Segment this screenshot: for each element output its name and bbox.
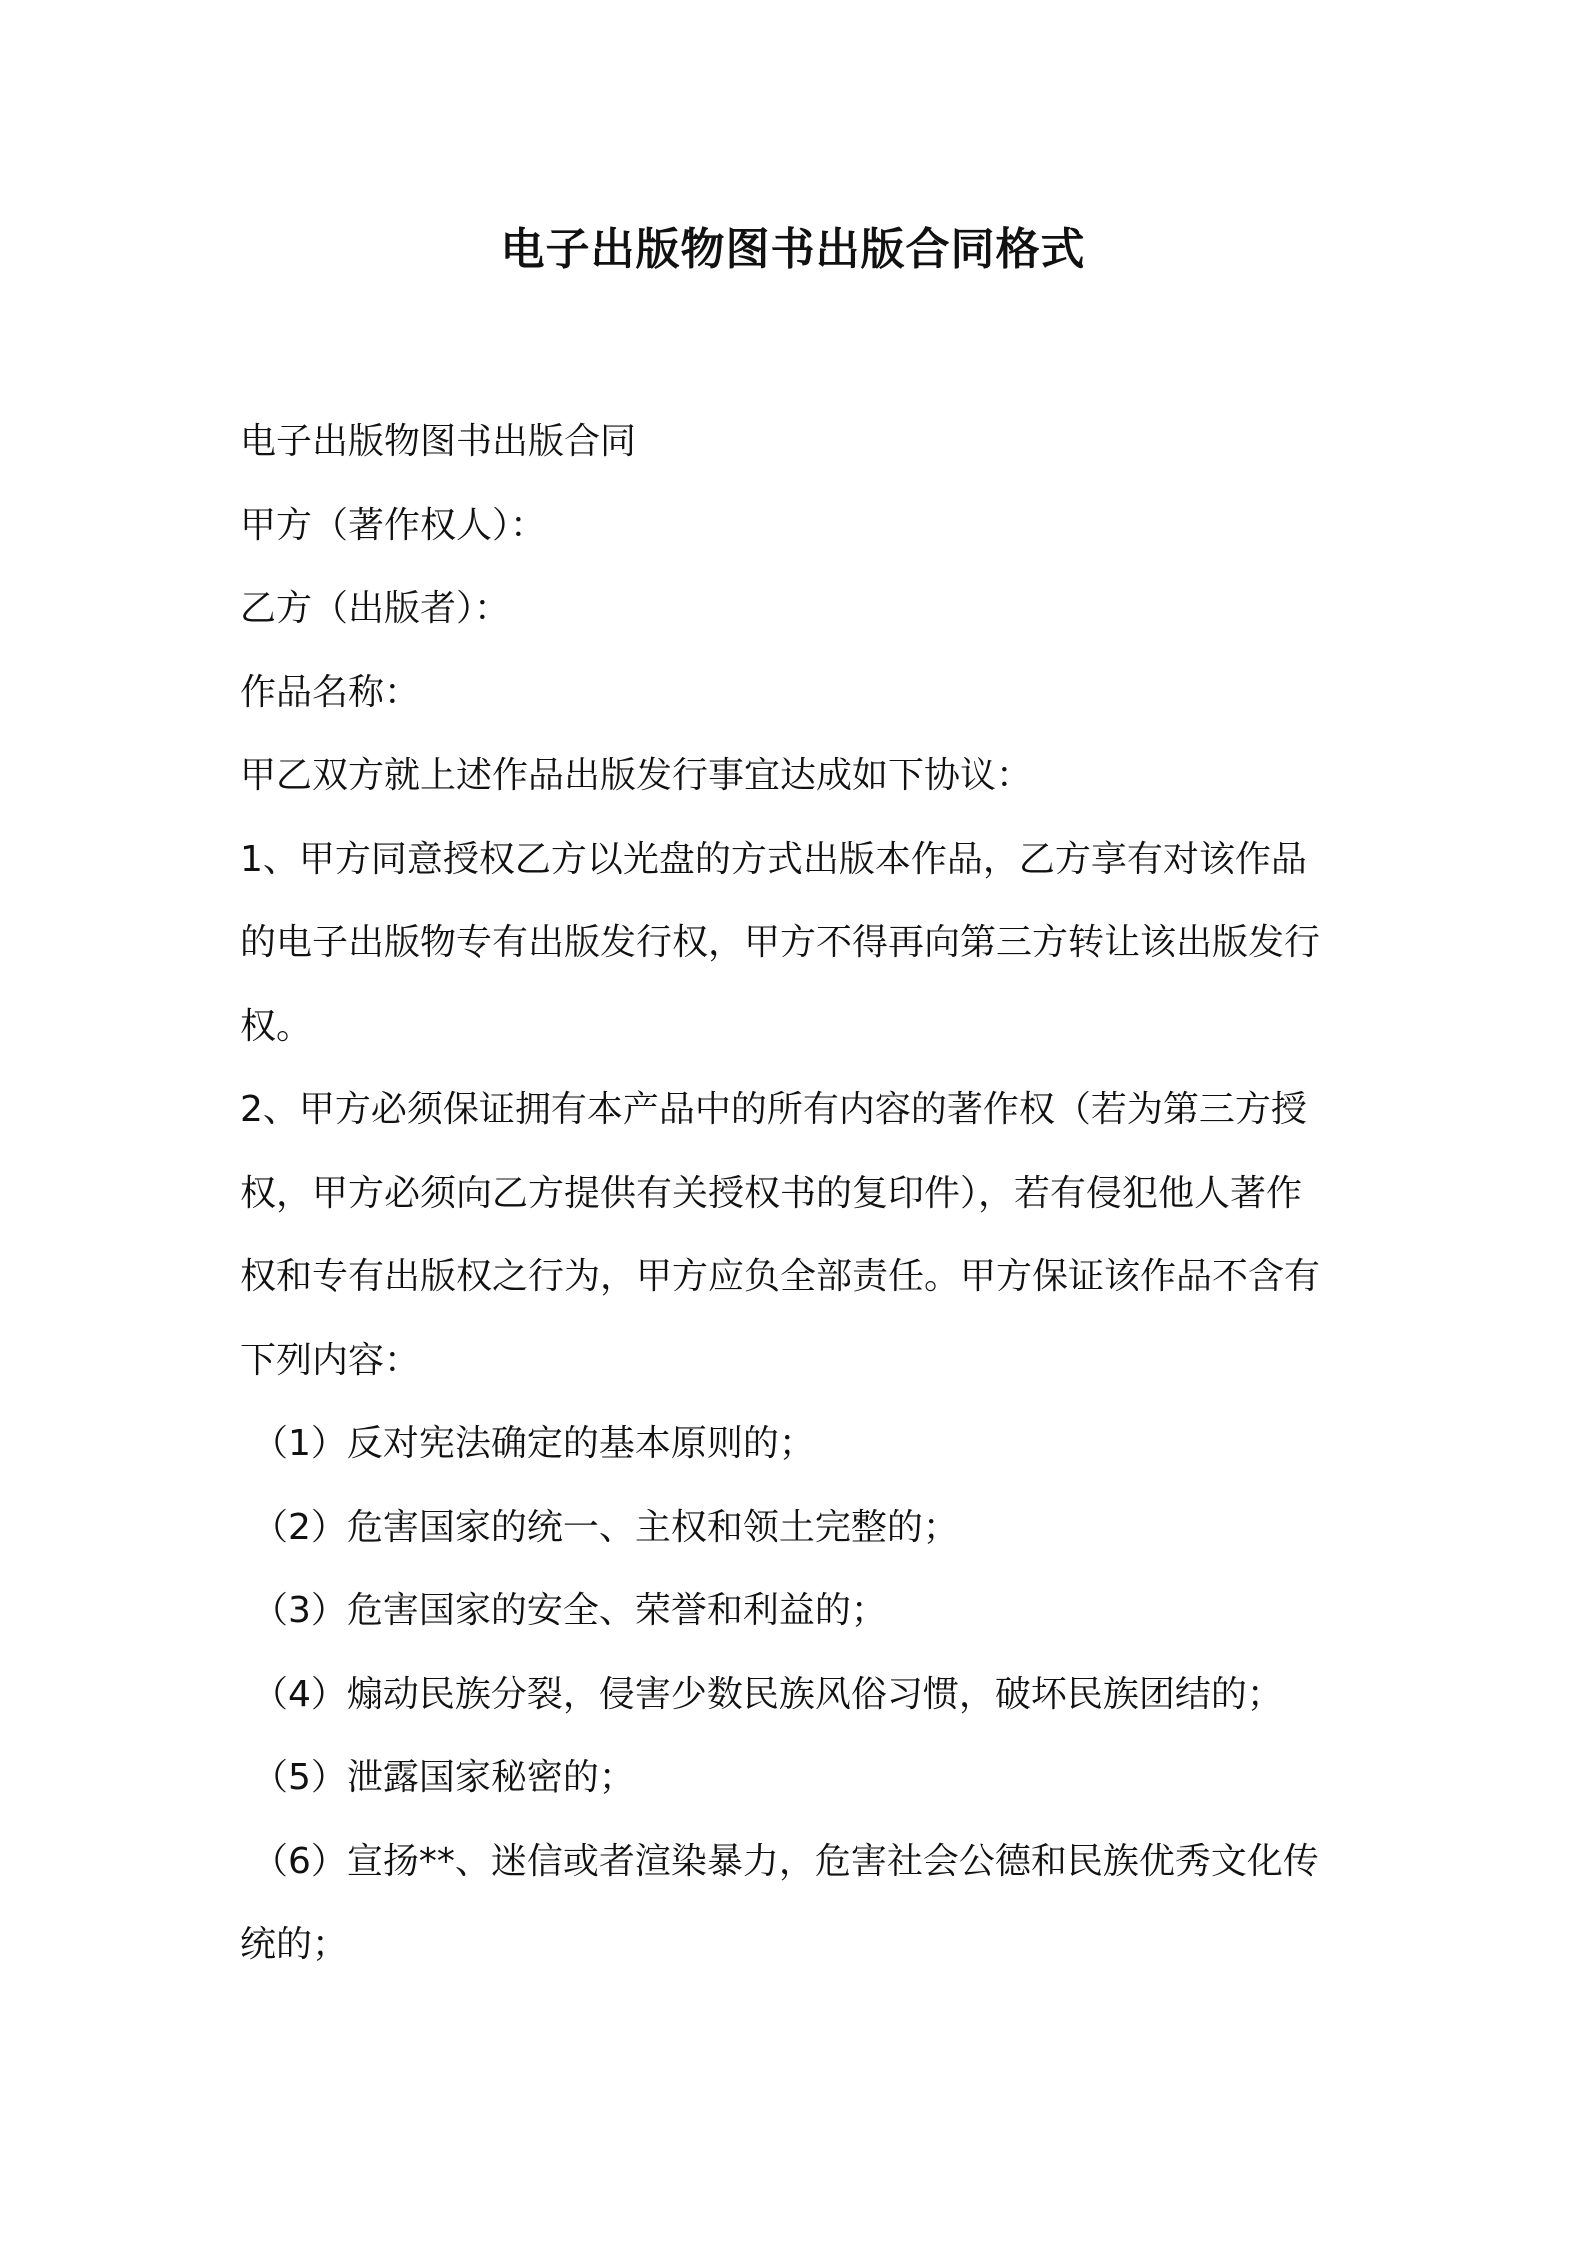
work-name-line: 作品名称： <box>240 671 421 713</box>
clause-1-line-3: 权。 <box>240 1005 313 1047</box>
contract-heading: 电子出版物图书出版合同 <box>240 421 637 462</box>
party-b-line: 乙方（出版者）： <box>240 588 511 629</box>
clause-1-line-1: 1、甲方同意授权乙方以光盘的方式出版本作品，乙方享有对该作品 <box>240 838 1307 880</box>
party-a-line: 甲方（著作权人）： <box>240 504 547 546</box>
clause-2-line-2: 权，甲方必须向乙方提供有关授权书的复印件），若有侵犯他人著作 <box>240 1172 1303 1214</box>
clause-2-line-4: 下列内容： <box>240 1339 421 1381</box>
list-item-6-line-2: 统的； <box>240 1924 349 1965</box>
list-item-6-line-1: （6）宣扬**、迷信或者渲染暴力，危害社会公德和民族优秀文化传 <box>252 1840 1319 1882</box>
document-title: 电子出版物图书出版合同格式 <box>500 224 1086 275</box>
list-item-3: （3）危害国家的安全、荣誉和利益的； <box>252 1590 887 1631</box>
clause-1-line-2: 的电子出版物专有出版发行权，甲方不得再向第三方转让该出版发行 <box>240 922 1321 963</box>
clause-2-line-3: 权和专有出版权之行为，甲方应负全部责任。甲方保证该作品不含有 <box>240 1256 1321 1297</box>
agreement-intro: 甲乙双方就上述作品出版发行事宜达成如下协议： <box>240 755 1033 796</box>
list-item-5: （5）泄露国家秘密的； <box>252 1757 635 1798</box>
list-item-2: （2）危害国家的统一、主权和领土完整的； <box>252 1506 959 1548</box>
clause-2-line-1: 2、甲方必须保证拥有本产品中的所有内容的著作权（若为第三方授 <box>240 1089 1307 1130</box>
list-item-4: （4）煽动民族分裂，侵害少数民族风俗习惯，破坏民族团结的； <box>252 1673 1283 1715</box>
document-body <box>240 400 1360 1987</box>
list-item-1: （1）反对宪法确定的基本原则的； <box>252 1423 815 1464</box>
